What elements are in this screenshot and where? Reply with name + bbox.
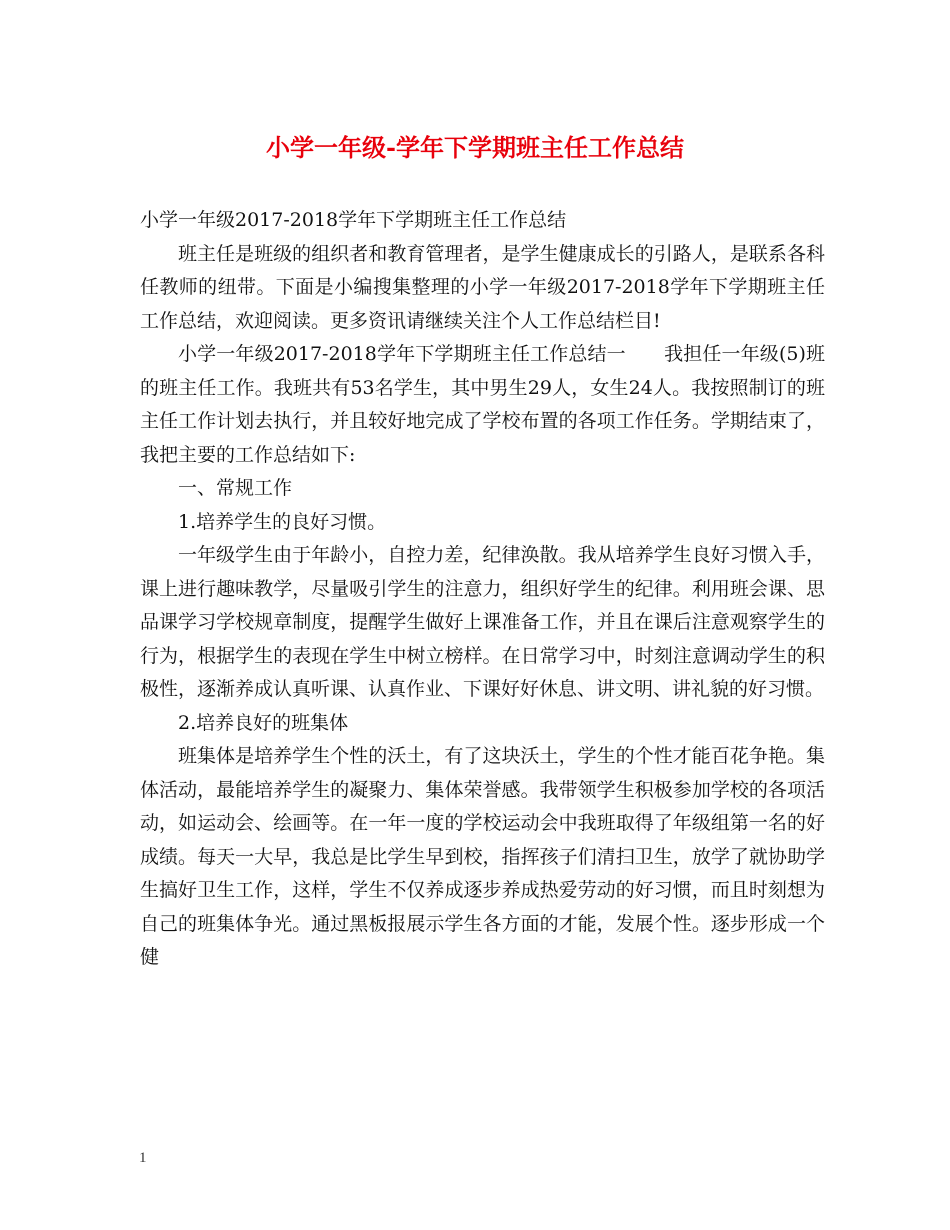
subheading-class-collective: 2.培养良好的班集体 (178, 711, 349, 734)
paragraph-summary-one: 小学一年级2017-2018学年下学期班主任工作总结一 我担任一年级(5)班的班主任工作。我班共有53名学生，其中男生29人，女生24人。我按照制订的班主任工作计划去执行，并且较好地完成了学校布置的各项工作任务。学期结束了，我把主要的工作总结如下: (140, 343, 825, 466)
document-title: 小学一年级-学年下学期班主任工作总结 (266, 133, 684, 162)
document-body (140, 204, 825, 975)
paragraph-intro: 班主任是班级的组织者和教育管理者，是学生健康成长的引路人，是联系各科任教师的纽带。下面是小编搜集整理的小学一年级2017-2018学年下学期班主任工作总结，欢迎阅读。更多资讯请继续关注个人工作总结栏目! (140, 242, 825, 332)
paragraph-class-collective: 班集体是培养学生个性的沃土，有了这块沃土，学生的个性才能百花争艳。集体活动，最能培养学生的凝聚力、集体荣誉感。我带领学生积极参加学校的各项活动，如运动会、绘画等。在一年一度的学校运动会中我班取得了年级组第一名的好成绩。每天一大早，我总是比学生早到校，指挥孩子们清扫卫生，放学了就协助学生搞好卫生工作，这样，学生不仅养成逐步养成热爱劳动的好习惯，而且时刻想为自己的班集体争光。通过黑板报展示学生各方面的才能，发展个性。逐步形成一个健 (140, 745, 825, 968)
paragraph-good-habits: 一年级学生由于年龄小，自控力差，纪律涣散。我从培养学生良好习惯入手，课上进行趣味教学，尽量吸引学生的注意力，组织好学生的纪律。利用班会课、思品课学习学校规章制度，提醒学生做好上课准备工作，并且在课后注意观察学生的行为，根据学生的表现在学生中树立榜样。在日常学习中，时刻注意调动学生的积极性，逐渐养成认真听课、认真作业、下课好好休息、讲文明、讲礼貌的好习惯。 (140, 544, 825, 700)
subheading-good-habits: 1.培养学生的良好习惯。 (178, 510, 387, 533)
page-number: 1 (139, 1150, 147, 1166)
section-heading-routine-work: 一、常规工作 (178, 477, 293, 499)
paragraph-subtitle: 小学一年级2017-2018学年下学期班主任工作总结 (140, 209, 567, 231)
